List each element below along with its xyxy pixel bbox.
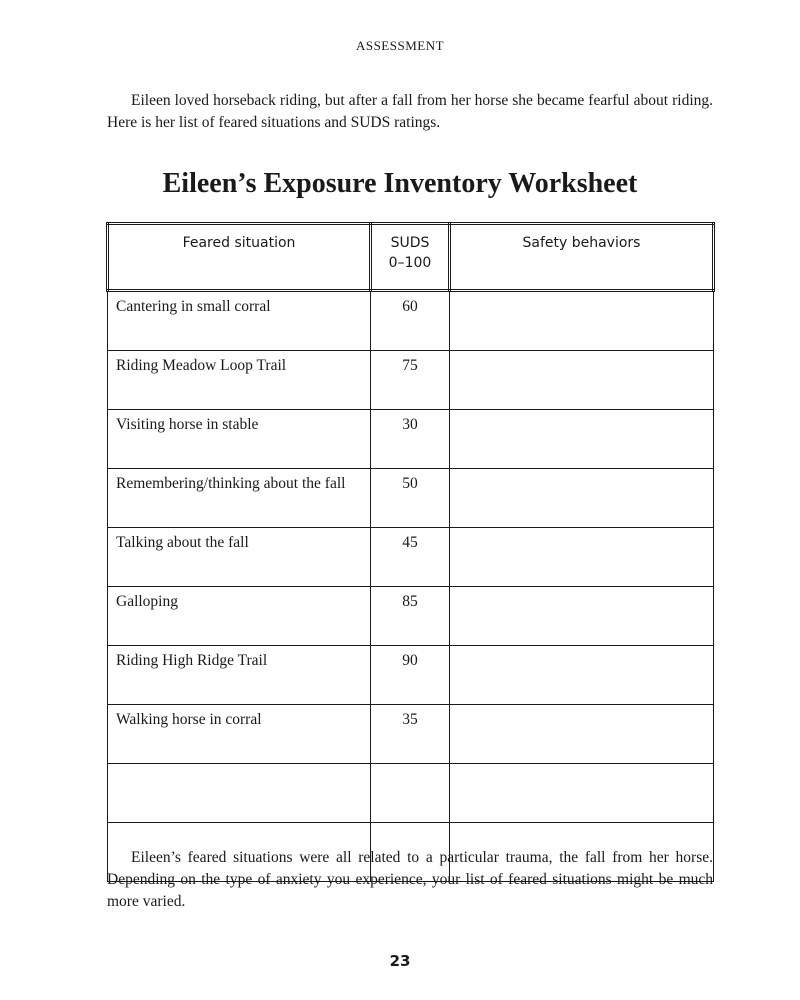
running-head: ASSESSMENT <box>355 38 445 53</box>
suds-cell: 45 <box>371 528 450 587</box>
table-row <box>108 764 714 823</box>
safety-behaviors-cell[interactable] <box>450 705 714 764</box>
situation-cell: Remembering/thinking about the fall <box>108 469 371 528</box>
table-row <box>108 469 714 528</box>
safety-behaviors-cell[interactable] <box>450 351 714 410</box>
table-row <box>108 410 714 469</box>
suds-cell[interactable] <box>371 764 450 823</box>
header-suds-label: SUDS <box>390 235 430 251</box>
suds-cell: 30 <box>371 410 450 469</box>
header-suds <box>371 224 450 291</box>
situation-cell: Walking horse in corral <box>108 705 371 764</box>
exposure-inventory-table <box>106 222 715 882</box>
table-row <box>108 291 714 351</box>
safety-behaviors-cell[interactable] <box>450 646 714 705</box>
header-feared-situation: Feared situation <box>108 224 371 291</box>
situation-cell[interactable] <box>108 764 371 823</box>
situation-cell: Riding Meadow Loop Trail <box>108 351 371 410</box>
situation-cell: Visiting horse in stable <box>108 410 371 469</box>
worksheet-title: Eileen’s Exposure Inventory Worksheet <box>162 168 638 199</box>
closing-paragraph: Eileen’s feared situations were all related to a particular trauma, the fall from her horse. Depending on the type of anxiety you experience, your list of feared situations might be much more varied. <box>107 849 713 910</box>
suds-cell: 75 <box>371 351 450 410</box>
situation-cell: Talking about the fall <box>108 528 371 587</box>
situation-cell: Cantering in small corral <box>108 291 371 351</box>
table-header-row <box>108 224 714 291</box>
suds-cell: 35 <box>371 705 450 764</box>
safety-behaviors-cell[interactable] <box>450 587 714 646</box>
table-row <box>108 705 714 764</box>
suds-cell: 50 <box>371 469 450 528</box>
intro-paragraph: Eileen loved horseback riding, but after a fall from her horse she became fearful about riding. Here is her list of feared situations and SUDS ratings. <box>107 92 713 131</box>
table-row <box>108 351 714 410</box>
safety-behaviors-cell[interactable] <box>450 764 714 823</box>
suds-cell: 90 <box>371 646 450 705</box>
safety-behaviors-cell[interactable] <box>450 410 714 469</box>
situation-cell: Riding High Ridge Trail <box>108 646 371 705</box>
table-row <box>108 528 714 587</box>
table-row <box>108 587 714 646</box>
suds-cell: 60 <box>371 291 450 351</box>
safety-behaviors-cell[interactable] <box>450 528 714 587</box>
suds-cell: 85 <box>371 587 450 646</box>
safety-behaviors-cell[interactable] <box>450 469 714 528</box>
page-number: 23 <box>389 952 411 970</box>
header-suds-range: 0–100 <box>388 255 432 271</box>
situation-cell: Galloping <box>108 587 371 646</box>
header-safety-behaviors: Safety behaviors <box>450 224 714 291</box>
safety-behaviors-cell[interactable] <box>450 291 714 351</box>
table-row <box>108 646 714 705</box>
